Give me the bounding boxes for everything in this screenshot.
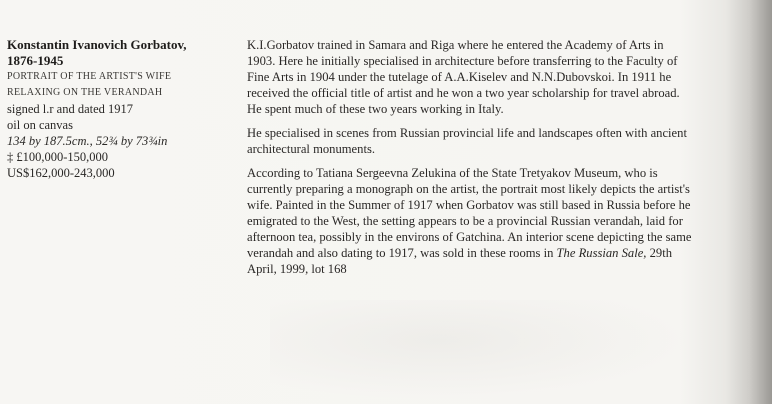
artwork-title-line-2: RELAXING ON THE VERANDAH <box>7 87 163 98</box>
artist-dates: 1876-1945 <box>7 53 64 68</box>
catalogue-essay <box>247 37 692 285</box>
essay-paragraph-3-end: 29th April, 1999, lot 168 <box>247 246 672 276</box>
essay-paragraph-3-text: According to Tatiana Sergeevna Zelukina of the State Tretyakov Museum, who is currently preparing a monograph on the artist, the portrait most likely depicts the artist's wife. Painted in the Summer of 1917 when Gorbatov was still based in Russia before he emigrated to the West, the setting appears to be a provincial Russian verandah, laid for afternoon tea, possibly in the environs of Gatchina. An interior scene depicting the same verandah and also dating to 1917, was sold in these rooms in <box>247 166 692 260</box>
artwork-title-line-1: PORTRAIT OF THE ARTIST'S WIFE <box>7 71 172 82</box>
essay-paragraph-2: He specialised in scenes from Russian provincial life and landscapes often with ancient architectural monuments. <box>247 126 687 156</box>
lot-details <box>7 37 232 181</box>
artist-name: Konstantin Ivanovich Gorbatov, <box>7 37 187 52</box>
estimate-gbp: ‡ £100,000-150,000 <box>7 150 109 164</box>
estimate-usd: US$162,000-243,000 <box>7 166 115 180</box>
dimensions: 134 by 187.5cm., 52¾ by 73¾in <box>7 134 168 148</box>
signature-note: signed l.r and dated 1917 <box>7 102 134 116</box>
essay-paragraph-1: K.I.Gorbatov trained in Samara and Riga where he entered the Academy of Arts in 1903. Here he initially specialised in architecture before transferring to the Faculty of Fine Arts in 1904 under the tutelage of A.A.Kiselev and N.N.Dubovskoi. In 1911 he received the official title of artist and he won a two year scholarship for travel abroad. He spent much of these two years working in Italy. <box>247 38 680 116</box>
page-bleed-shadow <box>270 300 690 400</box>
essay-paragraph-3 <box>247 165 692 277</box>
medium: oil on canvas <box>7 118 73 132</box>
sale-title: The Russian Sale, <box>556 246 647 260</box>
